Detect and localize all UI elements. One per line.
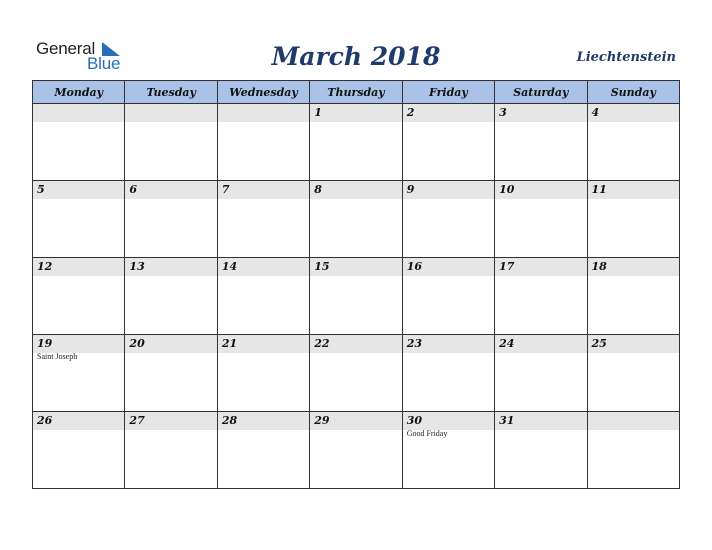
day-number: 14 (221, 260, 238, 273)
day-number-bar (33, 258, 124, 276)
day-cell (495, 412, 587, 489)
day-number: 4 (591, 106, 600, 119)
day-cell (495, 335, 587, 412)
day-number-bar (403, 258, 494, 276)
day-number: 20 (129, 337, 145, 350)
day-cell (217, 181, 309, 258)
day-cell (125, 412, 217, 489)
day-number-bar (33, 181, 124, 199)
day-number-bar (125, 181, 216, 199)
day-cell (33, 258, 125, 335)
day-number: 26 (37, 414, 53, 427)
day-cell (587, 104, 679, 181)
day-number: 17 (499, 260, 515, 273)
day-number: 28 (221, 414, 238, 427)
day-cell (33, 104, 125, 181)
weekday-header: Friday (402, 81, 494, 104)
day-cell (125, 258, 217, 335)
weekday-header: Thursday (310, 81, 402, 104)
day-cell (495, 104, 587, 181)
day-number-bar (125, 412, 216, 430)
day-number-bar (495, 258, 586, 276)
day-cell (33, 412, 125, 489)
week-row (33, 104, 680, 181)
day-number-bar (218, 181, 309, 199)
day-cell (587, 335, 679, 412)
day-number: 3 (499, 106, 507, 119)
day-cell (402, 258, 494, 335)
week-row (33, 335, 680, 412)
day-number: 21 (221, 337, 238, 350)
day-cell (402, 412, 494, 489)
day-number: 29 (314, 414, 330, 427)
day-cell (310, 258, 402, 335)
weekday-header-row (33, 81, 680, 104)
week-row (33, 412, 680, 489)
weekday-header: Tuesday (125, 81, 217, 104)
day-number-bar (495, 412, 586, 430)
day-number: 22 (314, 337, 330, 350)
day-cell (495, 258, 587, 335)
day-number: 7 (221, 183, 230, 196)
day-number: 9 (406, 183, 415, 196)
day-number: 2 (406, 106, 415, 119)
day-number: 31 (499, 414, 515, 427)
day-number-bar (310, 258, 401, 276)
day-number: 1 (314, 106, 322, 119)
day-number: 12 (37, 260, 53, 273)
day-cell (495, 181, 587, 258)
day-number: 15 (314, 260, 330, 273)
day-cell (33, 181, 125, 258)
day-cell (310, 335, 402, 412)
day-number: 25 (591, 337, 607, 350)
day-number-bar (403, 412, 494, 430)
day-number: 5 (37, 183, 45, 196)
logo-text-blue: Blue (87, 54, 121, 73)
logo-text-general: General (36, 39, 96, 58)
day-cell (33, 335, 125, 412)
day-number-bar (218, 104, 309, 122)
day-number-bar (588, 412, 679, 430)
day-number-bar (588, 181, 679, 199)
day-number-bar (588, 258, 679, 276)
day-number: 10 (499, 183, 515, 196)
day-number-bar (310, 412, 401, 430)
day-number-bar (495, 104, 586, 122)
day-number: 8 (314, 183, 322, 196)
day-cell (310, 104, 402, 181)
day-number-bar (33, 412, 124, 430)
day-cell (217, 412, 309, 489)
day-number-bar (33, 335, 124, 353)
week-row (33, 181, 680, 258)
week-row (33, 258, 680, 335)
calendar-title: March 2018 (271, 42, 441, 71)
day-number-bar (403, 335, 494, 353)
holiday-label: Saint Joseph (37, 352, 78, 361)
country-label: Liechtenstein (576, 50, 676, 65)
day-number: 16 (406, 260, 422, 273)
day-number: 27 (129, 414, 145, 427)
day-number-bar (403, 181, 494, 199)
day-number: 30 (406, 414, 422, 427)
day-cell (125, 181, 217, 258)
day-cell (217, 104, 309, 181)
day-cell (217, 258, 309, 335)
day-number-bar (125, 258, 216, 276)
day-number-bar (588, 104, 679, 122)
day-number: 6 (129, 183, 138, 196)
day-cell (217, 335, 309, 412)
day-number-bar (125, 104, 216, 122)
day-number-bar (588, 335, 679, 353)
day-number-bar (310, 104, 401, 122)
day-cell (125, 335, 217, 412)
day-cell (402, 181, 494, 258)
day-cell (587, 181, 679, 258)
day-number: 13 (129, 260, 145, 273)
weekday-header: Monday (33, 81, 125, 104)
day-number-bar (310, 181, 401, 199)
holiday-label: Good Friday (406, 429, 448, 438)
day-number-bar (218, 335, 309, 353)
day-number-bar (403, 104, 494, 122)
day-number: 18 (591, 260, 607, 273)
day-cell (402, 104, 494, 181)
day-number-bar (310, 335, 401, 353)
weekday-header: Saturday (495, 81, 587, 104)
day-cell (587, 258, 679, 335)
day-number-bar (33, 104, 124, 122)
day-number-bar (218, 258, 309, 276)
day-number-bar (125, 335, 216, 353)
month-calendar (32, 80, 680, 489)
day-cell (587, 412, 679, 489)
weekday-header: Sunday (587, 81, 679, 104)
weekday-header: Wednesday (217, 81, 309, 104)
day-cell (310, 181, 402, 258)
day-number: 24 (499, 337, 515, 350)
day-number: 23 (406, 337, 422, 350)
day-cell (125, 104, 217, 181)
day-cell (310, 412, 402, 489)
day-number: 19 (37, 337, 53, 350)
day-number-bar (495, 335, 586, 353)
day-number: 11 (591, 183, 607, 196)
day-number-bar (218, 412, 309, 430)
day-cell (402, 335, 494, 412)
day-number-bar (495, 181, 586, 199)
